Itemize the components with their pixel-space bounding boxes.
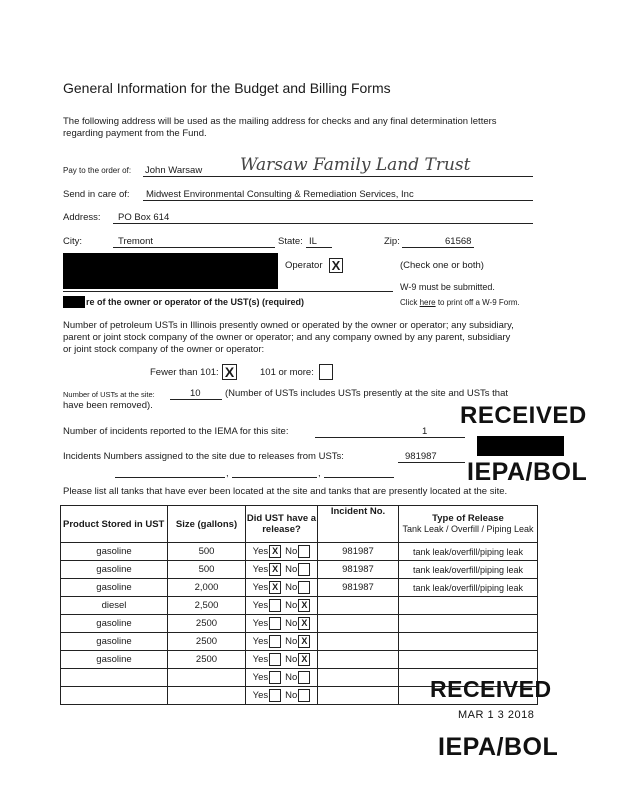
zip-value: 61568 <box>445 236 472 247</box>
cell-type: tank leak/overfill/piping leak <box>399 543 538 561</box>
intro-line-2: regarding payment from the Fund. <box>63 128 207 139</box>
cell-release <box>246 633 318 651</box>
ust-at-site-underline <box>170 399 222 400</box>
release-choice <box>253 653 311 666</box>
cell-incident <box>318 615 399 633</box>
yes-label: Yes <box>252 672 269 683</box>
no-checkbox[interactable] <box>298 689 310 702</box>
blank-line-1 <box>115 477 225 478</box>
pay-to-label: Pay to the order of: <box>63 166 132 175</box>
no-label: No <box>285 618 298 629</box>
ust-at-site-label: Number of USTs at the site: <box>63 390 155 399</box>
no-checkbox[interactable]: X <box>298 635 310 648</box>
cell-release <box>246 561 318 579</box>
address-value: PO Box 614 <box>118 212 170 223</box>
ust-at-site-note-2: have been removed). <box>63 400 153 411</box>
no-checkbox[interactable]: X <box>298 653 310 666</box>
usts-para-3: or joint stock company of the owner or operator: <box>63 344 265 355</box>
release-choice <box>253 581 311 594</box>
release-choice <box>253 599 311 612</box>
yes-checkbox[interactable] <box>269 617 281 630</box>
zip-underline <box>402 247 474 248</box>
table-row <box>61 633 538 651</box>
incidents-underline <box>315 437 465 438</box>
cell-size <box>168 669 246 687</box>
care-of-value: Midwest Environmental Consulting & Remediation Services, Inc <box>146 189 414 200</box>
cell-incident: 981987 <box>318 543 399 561</box>
cell-size: 500 <box>168 543 246 561</box>
city-underline <box>113 247 275 248</box>
cell-incident <box>318 687 399 705</box>
usts-para-2: parent or joint stock company of the owner or operator; and any company owned by any parent, subsidiary <box>63 332 511 343</box>
cell-incident <box>318 633 399 651</box>
w9-click-text <box>400 298 520 307</box>
yes-label: Yes <box>252 636 269 647</box>
table-row <box>61 543 538 561</box>
care-of-label: Send in care of: <box>63 189 130 200</box>
no-label: No <box>285 600 298 611</box>
cell-release <box>246 597 318 615</box>
cell-incident <box>318 597 399 615</box>
release-choice <box>253 545 311 558</box>
release-choice <box>253 635 311 648</box>
signature-underline <box>63 291 393 292</box>
yes-label: Yes <box>252 600 269 611</box>
table-row <box>61 579 538 597</box>
w9-here-link[interactable]: here <box>419 298 436 307</box>
no-checkbox[interactable] <box>298 671 310 684</box>
cell-product: gasoline <box>61 561 168 579</box>
cell-release <box>246 543 318 561</box>
table-row <box>61 597 538 615</box>
release-choice <box>253 617 311 630</box>
tank-table <box>60 505 538 705</box>
incident-numbers-underline <box>398 462 465 463</box>
more-checkbox[interactable] <box>319 364 333 380</box>
city-value: Tremont <box>118 236 154 247</box>
redaction-block <box>63 253 278 289</box>
cell-incident <box>318 651 399 669</box>
redaction-small <box>63 296 85 308</box>
cell-product <box>61 669 168 687</box>
cell-size: 2500 <box>168 633 246 651</box>
cell-incident <box>318 669 399 687</box>
cell-size: 500 <box>168 561 246 579</box>
cell-size <box>168 687 246 705</box>
w9-rest: to print off a W-9 Form. <box>437 298 520 307</box>
cell-size: 2,500 <box>168 597 246 615</box>
release-choice <box>253 671 311 684</box>
header-type-subtitle: Tank Leak / Overfill / Piping Leak <box>402 524 534 534</box>
yes-label: Yes <box>252 582 269 593</box>
state-label: State: <box>278 236 303 247</box>
cell-release <box>246 615 318 633</box>
cell-type <box>399 633 538 651</box>
yes-checkbox[interactable]: X <box>269 545 281 558</box>
pay-to-handwritten: Warsaw Family Land Trust <box>240 155 471 175</box>
yes-label: Yes <box>252 546 269 557</box>
no-label: No <box>285 636 298 647</box>
cell-product: diesel <box>61 597 168 615</box>
blank-line-3 <box>324 477 394 478</box>
table-row <box>61 651 538 669</box>
address-label: Address: <box>63 212 101 223</box>
release-choice <box>253 689 311 702</box>
blank-comma-2: , <box>318 468 321 479</box>
pay-to-underline <box>143 176 533 177</box>
address-underline <box>113 223 533 224</box>
no-checkbox[interactable] <box>298 581 310 594</box>
cell-product: gasoline <box>61 543 168 561</box>
cell-type: tank leak/overfill/piping leak <box>399 579 538 597</box>
yes-label: Yes <box>252 564 269 575</box>
state-underline <box>306 247 332 248</box>
city-label: City: <box>63 236 82 247</box>
check-hint: (Check one or both) <box>400 260 484 271</box>
header-incident: Incident No. <box>318 506 399 543</box>
page-title: General Information for the Budget and Billing Forms <box>63 80 391 96</box>
cell-release <box>246 579 318 597</box>
received-stamp-2: RECEIVED <box>430 676 552 702</box>
intro-line-1: The following address will be used as the mailing address for checks and any final determination letters <box>63 116 497 127</box>
list-intro: Please list all tanks that have ever been located at the site and tanks that are presently located at the site. <box>63 486 508 497</box>
cell-product: gasoline <box>61 651 168 669</box>
cell-product: gasoline <box>61 615 168 633</box>
redaction-right <box>477 436 564 456</box>
pay-to-typed: John Warsaw <box>145 165 203 176</box>
cell-size: 2500 <box>168 615 246 633</box>
cell-incident: 981987 <box>318 561 399 579</box>
cell-size: 2,000 <box>168 579 246 597</box>
cell-release <box>246 669 318 687</box>
iepa-stamp-1: IEPA/BOL <box>467 458 588 486</box>
yes-label: Yes <box>252 654 269 665</box>
header-type <box>399 506 538 543</box>
operator-checkbox[interactable]: X <box>329 258 343 273</box>
cell-release <box>246 651 318 669</box>
no-checkbox[interactable] <box>298 545 310 558</box>
header-product: Product Stored in UST <box>61 506 168 543</box>
no-checkbox[interactable]: X <box>298 599 310 612</box>
iepa-stamp-2: IEPA/BOL <box>438 733 559 761</box>
state-value: IL <box>309 236 317 247</box>
ust-at-site-note: (Number of USTs includes USTs presently at the site and USTs that <box>225 388 509 399</box>
cell-size: 2500 <box>168 651 246 669</box>
no-label: No <box>285 654 298 665</box>
no-label: No <box>285 546 298 557</box>
more-label: 101 or more: <box>260 367 314 378</box>
fewer-checkbox[interactable]: X <box>222 364 237 380</box>
incident-numbers-label: Incidents Numbers assigned to the site due to releases from USTs: <box>63 451 344 462</box>
table-header-row <box>61 506 538 543</box>
blank-comma-1: , <box>226 468 229 479</box>
yes-label: Yes <box>252 690 269 701</box>
header-type-title: Type of Release <box>432 513 504 524</box>
release-choice <box>253 563 311 576</box>
header-release: Did UST have a release? <box>246 506 318 543</box>
no-label: No <box>285 564 298 575</box>
no-label: No <box>285 582 298 593</box>
blank-line-2 <box>232 477 317 478</box>
incidents-label: Number of incidents reported to the IEMA for this site: <box>63 426 289 437</box>
cell-incident: 981987 <box>318 579 399 597</box>
fewer-label: Fewer than 101: <box>150 367 219 378</box>
date-stamp: MAR 1 3 2018 <box>458 709 535 721</box>
yes-checkbox[interactable] <box>269 635 281 648</box>
zip-label: Zip: <box>384 236 400 247</box>
cell-type <box>399 615 538 633</box>
w9-click: Click <box>400 298 418 307</box>
cell-type: tank leak/overfill/piping leak <box>399 561 538 579</box>
yes-checkbox[interactable]: X <box>269 563 281 576</box>
table-row <box>61 561 538 579</box>
incidents-value: 1 <box>422 426 428 437</box>
table-row <box>61 615 538 633</box>
cell-release <box>246 687 318 705</box>
care-of-underline <box>143 200 533 201</box>
yes-checkbox[interactable] <box>269 671 281 684</box>
no-label: No <box>285 690 298 701</box>
yes-checkbox[interactable] <box>269 599 281 612</box>
incident-numbers-value: 981987 <box>405 451 437 462</box>
signature-label: re of the owner or operator of the UST(s) (required) <box>86 297 305 307</box>
usts-para-1: Number of petroleum USTs in Illinois presently owned or operated by the owner or operator; any subsidiary, <box>63 320 514 331</box>
yes-checkbox[interactable] <box>269 653 281 666</box>
cell-product <box>61 687 168 705</box>
no-label: No <box>285 672 298 683</box>
cell-product: gasoline <box>61 579 168 597</box>
cell-type <box>399 651 538 669</box>
cell-product: gasoline <box>61 633 168 651</box>
header-size: Size (gallons) <box>168 506 246 543</box>
ust-at-site-value: 10 <box>190 388 201 399</box>
no-checkbox[interactable]: X <box>298 617 310 630</box>
received-stamp-1: RECEIVED <box>460 402 587 429</box>
yes-label: Yes <box>252 618 269 629</box>
yes-checkbox[interactable]: X <box>269 581 281 594</box>
cell-type <box>399 597 538 615</box>
no-checkbox[interactable] <box>298 563 310 576</box>
w9-note: W-9 must be submitted. <box>400 282 495 292</box>
yes-checkbox[interactable] <box>269 689 281 702</box>
operator-label: Operator <box>285 260 323 271</box>
